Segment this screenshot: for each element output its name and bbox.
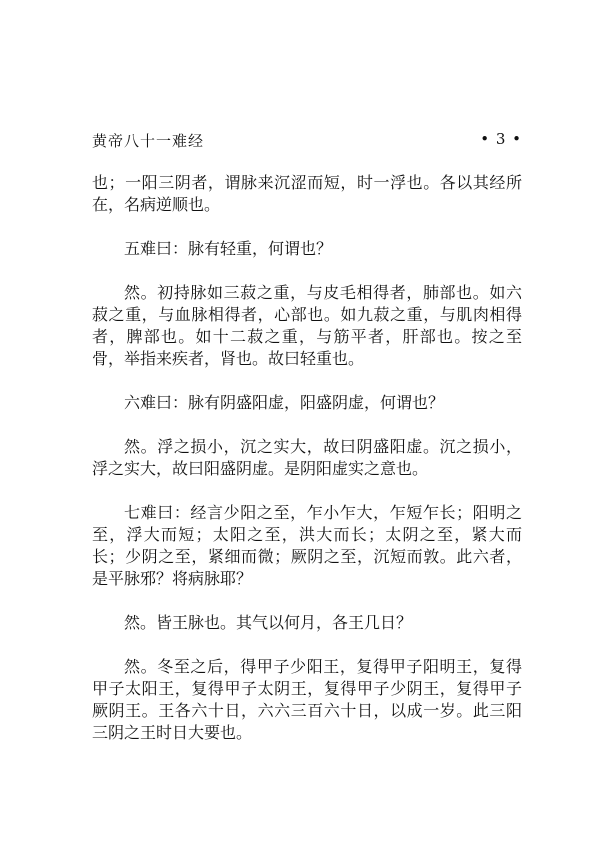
paragraph-continuation: 也；一阳三阴者，谓脉来沉涩而短，时一浮也。各以其经所在，名病逆顺也。: [92, 173, 522, 214]
paragraph-answer-7a: 然。皆王脉也。其气以何月，各王几日？: [124, 613, 413, 632]
paragraph-answer-6: 然。浮之损小，沉之实大，故曰阴盛阳虚。沉之损小，浮之实大，故曰阳盛阴虚。是阴阳虚实之意也。: [92, 437, 522, 478]
page-header: [92, 130, 522, 154]
running-title: 黄帝八十一难经: [92, 132, 205, 150]
page-number: • 3 •: [480, 130, 522, 148]
paragraph-question-6: 六难曰：脉有阴盛阳虚，阳盛阴虚，何谓也？: [124, 393, 445, 412]
page-body: [92, 172, 522, 744]
paragraph-answer-5: 然。初持脉如三菽之重，与皮毛相得者，肺部也。如六菽之重，与血脉相得者，心部也。如九菽之重，与肌肉相得者，脾部也。如十二菽之重，与筋平者，肝部也。按之至骨，举指来疾者，肾也。故曰轻重也。: [92, 283, 522, 368]
paragraph-question-5: 五难曰：脉有轻重，何谓也？: [124, 239, 333, 258]
paragraph-answer-7b: 然。冬至之后，得甲子少阳王，复得甲子阳明王，复得甲子太阳王，复得甲子太阴王，复得甲子少阴王，复得甲子厥阴王。王各六十日，六六三百六十日，以成一岁。此三阳三阴之王时日大要也。: [92, 657, 522, 742]
paragraph-question-7: 七难曰：经言少阳之至，乍小乍大，乍短乍长；阳明之至，浮大而短；太阳之至，洪大而长；太阴之至，紧大而长；少阴之至，紧细而微；厥阴之至，沉短而敦。此六者，是平脉邪？将病脉耶？: [92, 503, 522, 588]
